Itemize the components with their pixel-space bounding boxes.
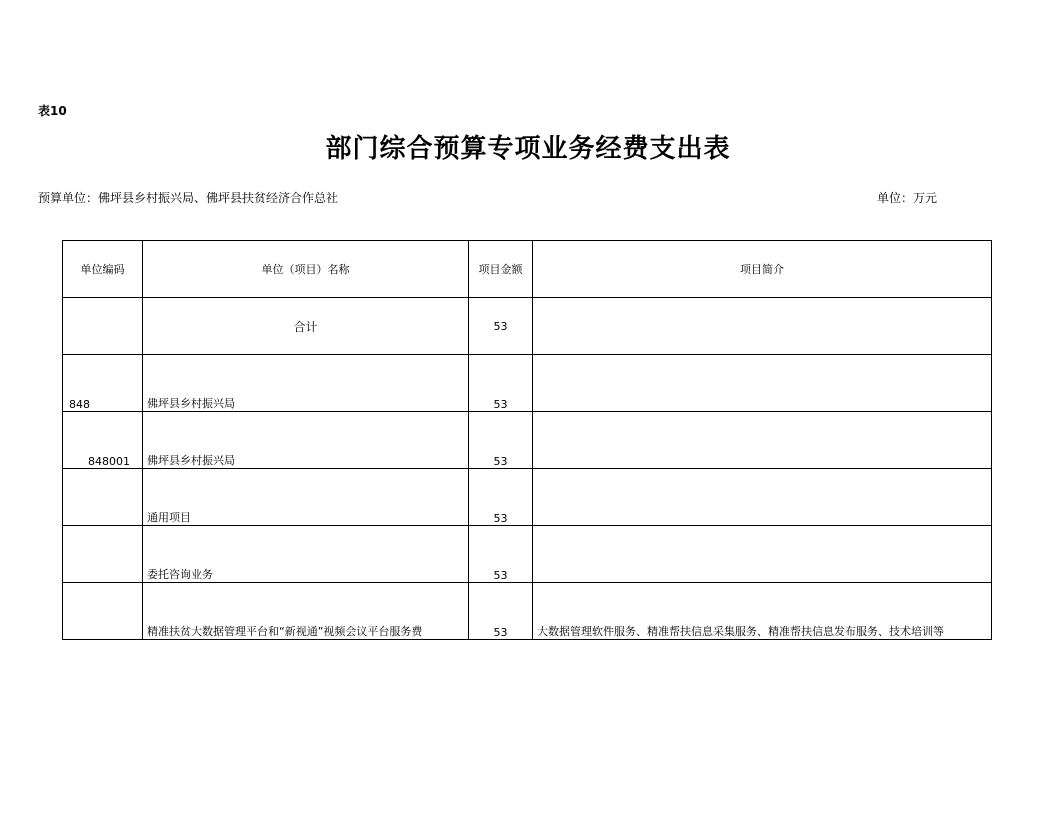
amount-cell: 53	[469, 355, 533, 412]
description-cell	[533, 355, 992, 412]
description-cell	[533, 412, 992, 469]
header-unit-name: 单位（项目）名称	[143, 241, 469, 298]
project-name-cell: 精准扶贫大数据管理平台和“新视通”视频会议平台服务费	[143, 583, 469, 640]
table-row	[63, 469, 992, 526]
budget-unit-label: 预算单位：佛坪县乡村振兴局、佛坪县扶贫经济合作总社	[38, 191, 339, 205]
project-name-cell: 委托咨询业务	[143, 526, 469, 583]
total-code-cell	[63, 298, 143, 355]
unit-code-cell	[63, 526, 143, 583]
table-row	[63, 526, 992, 583]
unit-name-cell: 佛坪县乡村振兴局	[143, 355, 469, 412]
table-header-row	[63, 241, 992, 298]
total-label: 合计	[143, 298, 469, 355]
amount-cell: 53	[469, 469, 533, 526]
amount-cell: 53	[469, 526, 533, 583]
project-name-cell: 通用项目	[143, 469, 469, 526]
page-title: 部门综合预算专项业务经费支出表	[325, 134, 731, 164]
unit-code-cell	[63, 583, 143, 640]
amount-cell: 53	[469, 412, 533, 469]
table-row	[63, 355, 992, 412]
header-project-description: 项目简介	[533, 241, 992, 298]
table-number: 表10	[38, 104, 67, 118]
unit-code-cell: 848	[63, 355, 143, 412]
unit-name-cell: 佛坪县乡村振兴局	[143, 412, 469, 469]
unit-code-cell	[63, 469, 143, 526]
total-row	[63, 298, 992, 355]
table-row	[63, 412, 992, 469]
currency-unit-label: 单位：万元	[877, 191, 938, 205]
table-row	[63, 583, 992, 640]
description-cell	[533, 526, 992, 583]
unit-code-cell: 848001	[63, 412, 143, 469]
total-amount: 53	[469, 298, 533, 355]
amount-cell: 53	[469, 583, 533, 640]
description-cell: 大数据管理软件服务、精准帮扶信息采集服务、精准帮扶信息发布服务、技术培训等	[533, 583, 992, 640]
total-description-cell	[533, 298, 992, 355]
description-cell	[533, 469, 992, 526]
budget-expenditure-table	[62, 240, 992, 640]
header-unit-code: 单位编码	[63, 241, 143, 298]
header-project-amount: 项目金额	[469, 241, 533, 298]
